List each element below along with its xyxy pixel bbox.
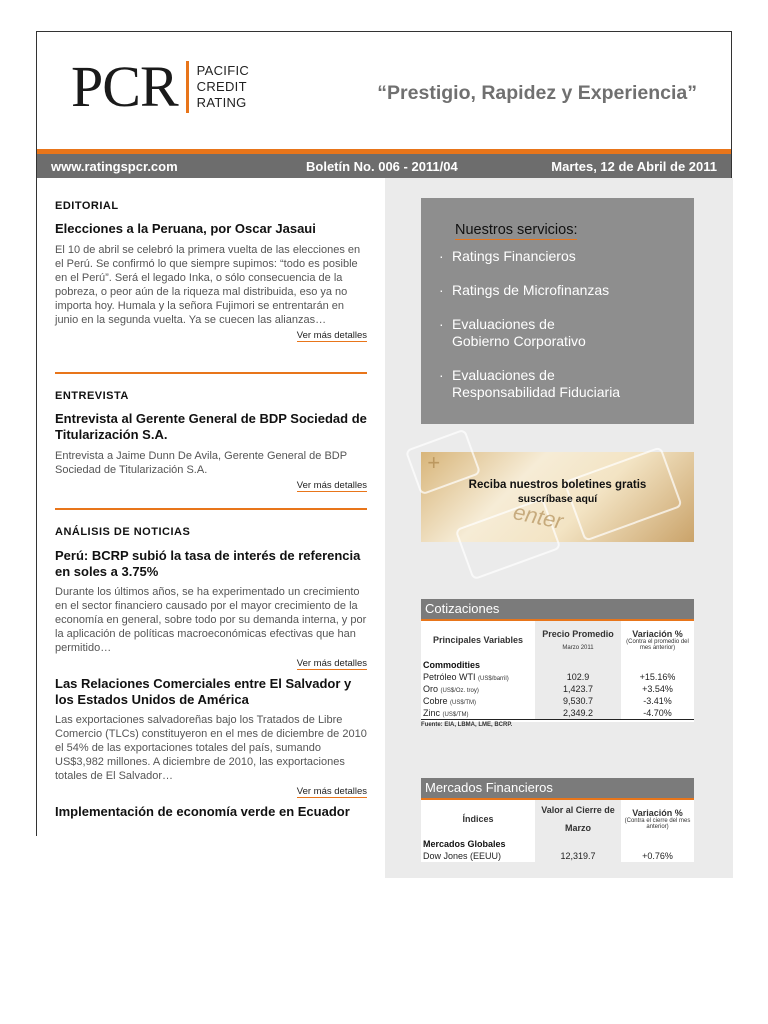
service-label: Ratings de Microfinanzas <box>452 282 610 298</box>
row-value: 102.9 <box>535 671 621 683</box>
row-name: Cobre <box>423 696 448 706</box>
newsletter-frame <box>36 31 732 861</box>
markets-title: Mercados Financieros <box>421 778 694 800</box>
bullet-icon: · <box>439 248 444 264</box>
editorial-summary: El 10 de abril se celebró la primera vuelta de las elecciones en el Perú. Se confirmó lo que siempre supimos: “todo es posible en el Perú”. Será el legado Inka, o sólo consecuencia de la pobreza, o peor aún de la riqueza mal distribuida, eso ya no importa hoy. Humala y la señora Fujimori se entrentarán en junio en la segunda vuelta. Ya se cuecen las alianzas… <box>55 244 361 326</box>
row-unit: (US$/Oz. troy) <box>440 688 479 694</box>
row-unit: (US$/TM) <box>450 700 477 706</box>
row-value: 2,349.2 <box>535 707 621 720</box>
sidebar <box>385 178 733 878</box>
interview-headline[interactable]: Entrevista al Gerente General de BDP Sociedad de Titularización S.A. <box>55 411 367 442</box>
info-bar <box>37 154 731 178</box>
column-header <box>621 800 694 838</box>
service-item[interactable] <box>439 367 620 401</box>
bulletin-number: Boletín No. 006 - 2011/04 <box>306 158 458 174</box>
bullet-icon: · <box>439 282 444 298</box>
row-change: +3.54% <box>642 684 673 694</box>
service-item[interactable] <box>439 316 586 350</box>
bulletin-date: Martes, 12 de Abril de 2011 <box>551 158 717 174</box>
row-change: -4.70% <box>643 708 672 718</box>
column-header: Índices <box>462 814 494 824</box>
more-link-label[interactable]: Ver más detalles <box>296 658 367 669</box>
row-name: Dow Jones (EEUU) <box>423 851 502 861</box>
editorial-section <box>55 200 367 341</box>
quotes-table <box>421 621 694 720</box>
enter-key-glyph: enter <box>511 499 566 534</box>
pcr-logo[interactable] <box>71 56 249 118</box>
quotes-source: Fuente: EIA, LBMA, LME, BCRP. <box>421 722 694 728</box>
column-header-label: Precio Promedio <box>542 629 614 639</box>
section-label-analysis: ANÁLISIS DE NOTICIAS <box>55 526 191 538</box>
group-label: Mercados Globales <box>423 839 506 849</box>
row-change: -3.41% <box>643 696 672 706</box>
article-headline[interactable]: Las Relaciones Comerciales entre El Salvador y los Estados Unidos de América <box>55 676 352 707</box>
section-divider <box>55 372 367 374</box>
article-headline[interactable]: Perú: BCRP subió la tasa de interés de referencia en soles a 3.75% <box>55 548 361 579</box>
table-cell <box>421 683 535 695</box>
section-label-interview: ENTREVISTA <box>55 390 129 402</box>
more-link-label[interactable]: Ver más detalles <box>296 786 367 797</box>
services-panel <box>421 198 694 424</box>
column-header: Principales Variables <box>432 635 524 645</box>
row-value: 12,319.7 <box>535 850 621 862</box>
service-label: Responsabilidad Fiduciaria <box>452 384 621 400</box>
table-row <box>421 850 694 862</box>
markets-table <box>421 800 694 862</box>
row-unit: (US$/TM) <box>442 712 469 718</box>
article-more-link[interactable] <box>55 786 367 797</box>
logo-letters: PCR <box>71 54 178 119</box>
interview-summary: Entrevista a Jaime Dunn De Avila, Gerente General de BDP Sociedad de Titularización S.A. <box>55 450 347 476</box>
interview-more-link[interactable] <box>55 480 367 491</box>
logo-divider <box>186 61 189 113</box>
row-name: Oro <box>423 684 439 694</box>
logo-words <box>197 63 249 111</box>
column-header <box>535 621 621 659</box>
column-header: Valor al Cierre de Marzo <box>535 800 621 838</box>
table-row <box>421 671 694 683</box>
table-cell <box>621 659 694 671</box>
logo-word: CREDIT <box>196 79 247 94</box>
row-name: Petróleo WTI <box>423 672 476 682</box>
tagline: “Prestigio, Rapidez y Experiencia” <box>377 82 697 104</box>
quotes-title: Cotizaciones <box>421 599 694 621</box>
service-item[interactable] <box>439 248 576 265</box>
service-item[interactable] <box>439 282 609 299</box>
row-change: +15.16% <box>639 672 676 682</box>
logo-word: RATING <box>196 95 247 110</box>
table-cell <box>421 695 535 707</box>
logo-word: PACIFIC <box>196 63 250 78</box>
service-label: Ratings Financieros <box>452 248 576 264</box>
section-divider <box>55 508 367 510</box>
table-cell <box>535 659 621 671</box>
service-label: Gobierno Corporativo <box>452 333 586 349</box>
section-label-editorial: EDITORIAL <box>55 200 119 212</box>
more-link-label[interactable]: Ver más detalles <box>296 480 367 491</box>
table-cell <box>621 838 694 850</box>
news-analysis-section <box>55 526 367 820</box>
subscribe-line2: suscríbase aquí <box>517 493 598 505</box>
newsletter-header <box>37 32 731 149</box>
row-value: 1,423.7 <box>535 683 621 695</box>
service-label: Evaluaciones de <box>452 367 555 383</box>
quotes-table-box <box>421 599 694 728</box>
article-headline[interactable]: Implementación de economía verde en Ecuador <box>55 804 350 819</box>
row-name: Zinc <box>423 708 441 718</box>
column-header <box>621 621 694 659</box>
table-cell <box>421 671 535 683</box>
service-label: Evaluaciones de <box>452 316 555 332</box>
website-link[interactable]: www.ratingspcr.com <box>51 158 178 174</box>
column-header-sub: (Contra el promedio del mes anterior) <box>626 639 689 651</box>
bullet-icon: · <box>439 316 444 332</box>
article-summary: Las exportaciones salvadoreñas bajo los Tratados de Libre Comercio (TLCs) constituyeron en el mes de diciembre de 2010 el 54% de las exportaciones totales del país, sumando US$3,982 millones. A diciembre de 2010, las exportaciones totales de El Salvador… <box>55 714 367 782</box>
editorial-headline[interactable]: Elecciones a la Peruana, por Oscar Jasaui <box>55 221 316 236</box>
subscribe-text <box>421 478 694 506</box>
table-row <box>421 707 694 720</box>
interview-section <box>55 390 367 491</box>
article-summary: Durante los últimos años, se ha experimentado un crecimiento en el sector financiero causado por el mayor crecimiento de la economía en general, sobre todo por su demanda interna, y por la aplicación de políticas macroeconómicas efectivas que han permitido… <box>55 586 367 654</box>
column-header-label: Variación % <box>632 629 683 639</box>
table-header-row <box>421 800 694 838</box>
markets-table-box <box>421 778 694 862</box>
row-value: 9,530.7 <box>535 695 621 707</box>
plus-key-glyph: + <box>427 450 440 475</box>
table-group-row <box>421 838 694 850</box>
bullet-icon: · <box>439 367 444 383</box>
subscribe-banner[interactable] <box>421 452 694 542</box>
group-label: Commodities <box>423 660 481 670</box>
table-cell <box>535 838 621 850</box>
subscribe-line1: Reciba nuestros boletines gratis <box>468 479 647 491</box>
services-title: Nuestros servicios: <box>455 222 578 238</box>
column-header-sub: (Contra el cierre del mes anterior) <box>624 818 691 830</box>
table-group-row <box>421 659 694 671</box>
column-header-label: Variación % <box>632 808 683 818</box>
row-change: +0.76% <box>642 851 673 861</box>
editorial-more-link[interactable] <box>55 330 367 341</box>
article-more-link[interactable] <box>55 658 367 669</box>
table-row <box>421 683 694 695</box>
more-link-label[interactable]: Ver más detalles <box>296 330 367 341</box>
table-row <box>421 695 694 707</box>
row-unit: (US$/barril) <box>478 676 509 682</box>
table-cell <box>421 707 535 720</box>
column-header-sub: Marzo 2011 <box>562 645 594 651</box>
table-header-row <box>421 621 694 659</box>
